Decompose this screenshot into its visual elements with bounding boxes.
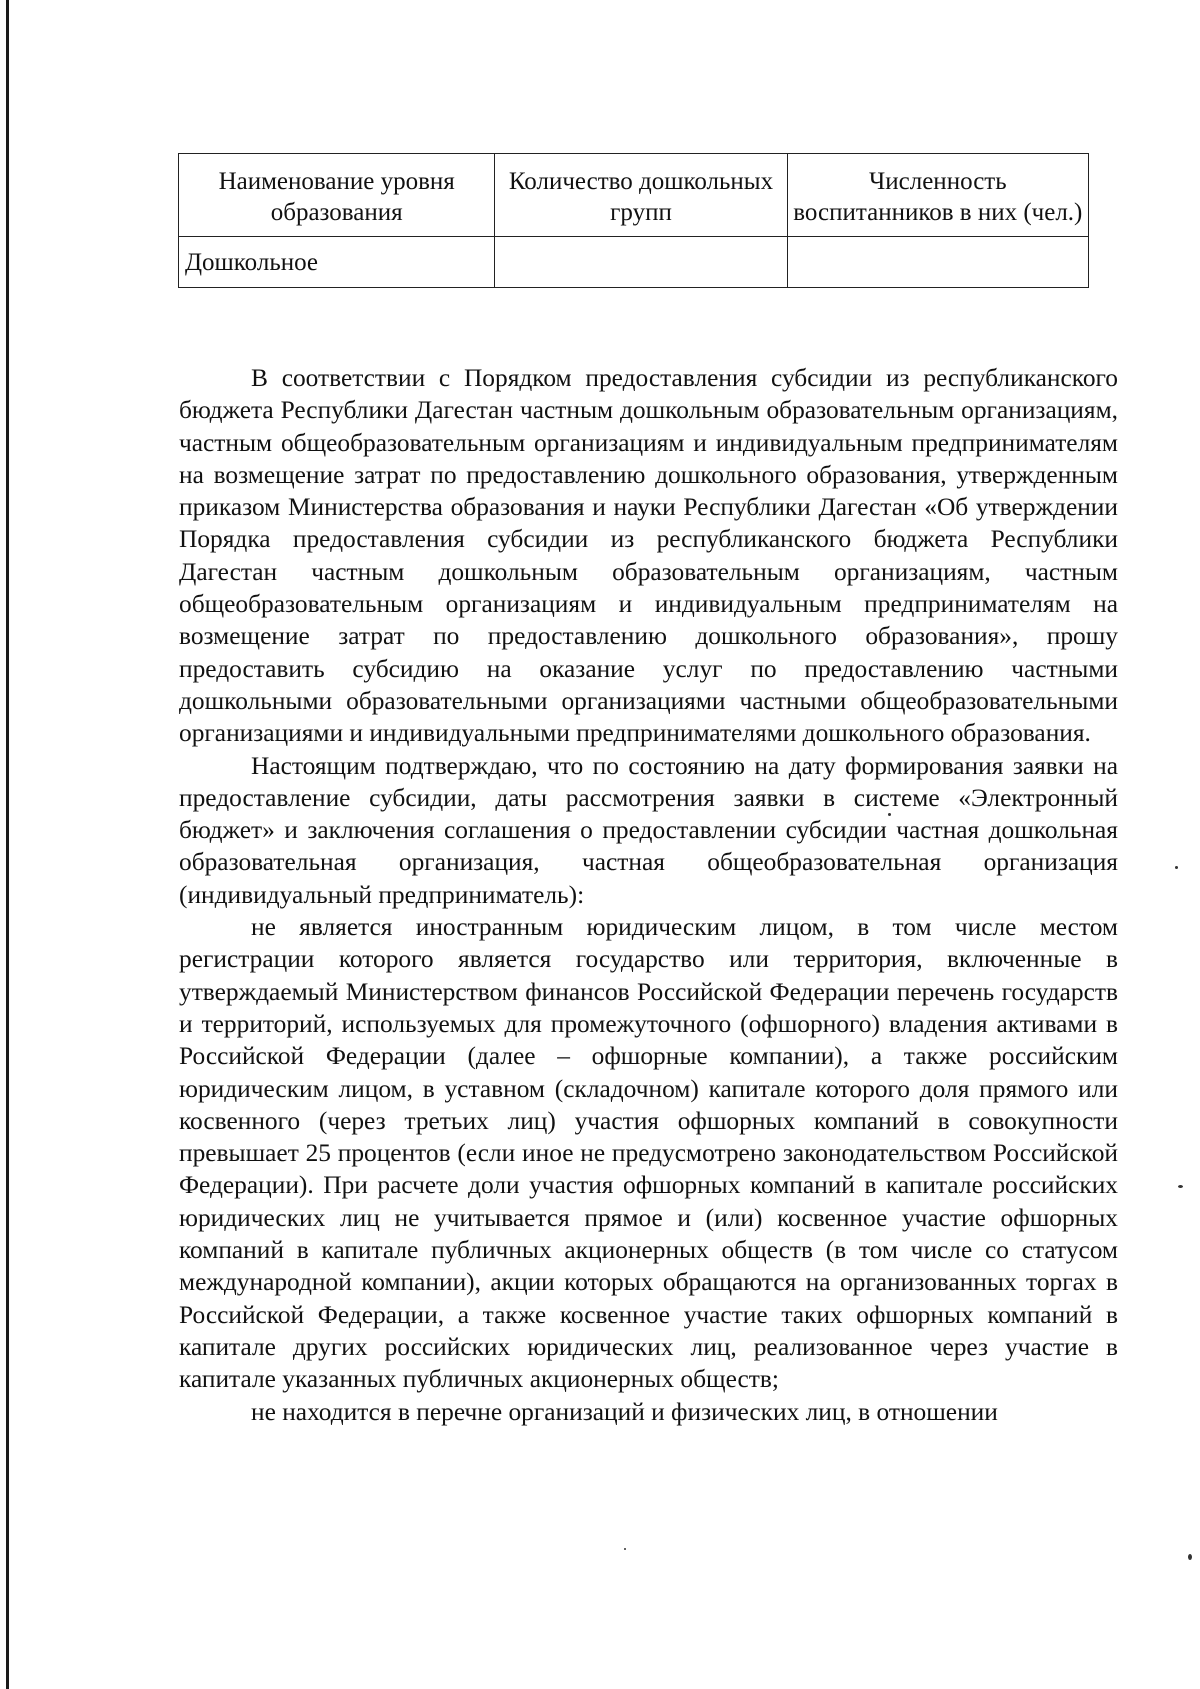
cell-education-level: Дошкольное — [179, 237, 495, 288]
cell-group-count — [495, 237, 787, 288]
scan-speck — [624, 1548, 626, 1550]
table-header-row — [179, 154, 1089, 237]
paragraph-confirmation: Настоящим подтверждаю, что по состоянию на дату формирования заявки на предоставление субсидии, даты рассмотрения заявки в системе «Электронный бюджет» и заключения соглашения о предоставлении субсидии частная дошкольная образовательная организация, частная общеобразовательная организация (индивидуальный предприниматель): — [179, 751, 1118, 909]
paragraph-offshore-condition: не является иностранным юридическим лицом, в том числе местом регистрации которого является государство или территория, включенные в утверждаемый Министерством финансов Российской Федерации перечень государств и территорий, используемых для промежуточного (офшорного) владения активами в Российской Федерации (далее – офшорные компании), а также российским юридическим лицом, в уставном (складочном) капитале которого доля прямого или косвенного (через третьих лиц) участия офшорных компаний в совокупности превышает 25 процентов (если иное не предусмотрено законодательством Российской Федерации). При расчете доли участия офшорных компаний в капитале российских юридических лиц не учитывается прямое и (или) косвенное участие офшорных компаний в капитале публичных акционерных обществ (в том числе со статусом международной компании), акции которых обращаются на организованных торгах в Российской Федерации, а также косвенное участие таких офшорных компаний в капитале других российских юридических лиц, реализованное через участие в капитале указанных публичных акционерных обществ; — [179, 913, 1118, 1394]
header-education-level: Наименование уровня образования — [179, 154, 495, 237]
scan-speck — [1175, 866, 1178, 869]
header-pupil-count: Численность воспитанников в них (чел.) — [787, 154, 1088, 237]
scan-speck — [1188, 1554, 1192, 1560]
table-row — [179, 237, 1089, 288]
education-level-table — [178, 153, 1089, 288]
document-body — [179, 362, 1118, 1428]
header-group-count: Количество дошкольных групп — [495, 154, 787, 237]
scan-speck — [1178, 1185, 1183, 1188]
paragraph-request: В соответствии с Порядком предоставления субсидии из республиканского бюджета Республики Дагестан частным дошкольным образовательным организациям, частным общеобразовательным организациям и индивидуальным предпринимателям на возмещение затрат по предоставлению дошкольного образования, утвержденным приказом Министерства образования и науки Республики Дагестан «Об утверждении Порядка предоставления субсидии из республиканского бюджета Республики Дагестан частным дошкольным образовательным организациям, частным общеобразовательным организациям и индивидуальным предпринимателям на возмещение затрат по предоставлению дошкольного образования», прошу предоставить субсидию на оказание услуг по предоставлению частными дошкольными образовательными организациями частными общеобразовательными организациями и индивидуальными предпринимателями дошкольного образования. — [179, 364, 1118, 748]
cell-pupil-count — [787, 237, 1088, 288]
paragraph-sanctions-list: не находится в перечне организаций и физических лиц, в отношении — [251, 1397, 998, 1426]
scan-binding-edge — [6, 0, 9, 1689]
scan-speck — [888, 813, 891, 816]
